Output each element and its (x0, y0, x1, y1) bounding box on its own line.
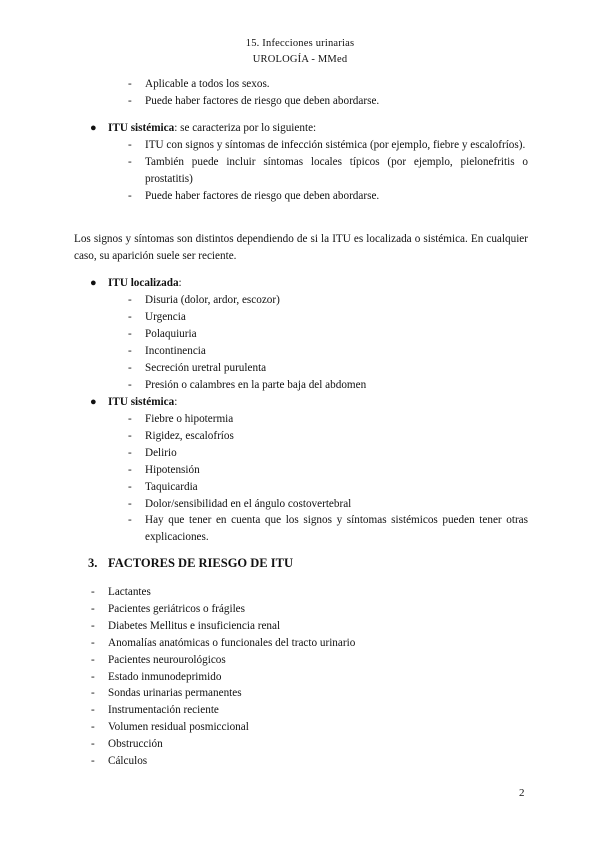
list-item: - Diabetes Mellitus e insuficiencia renal (108, 618, 528, 635)
bullet-dot-icon: ● (90, 122, 97, 134)
bullet-label: ITU sistémica (108, 396, 175, 408)
section-heading (88, 556, 293, 571)
bullet-label-rest: : se caracteriza por lo siguiente: (174, 122, 317, 134)
bullet-label-rest: : (174, 396, 178, 408)
itu-sistemica-definition-list (145, 137, 528, 205)
list-item: - Pacientes neurourológicos (108, 652, 528, 669)
list-item: - Taquicardia (145, 479, 528, 496)
list-item: - Cálculos (108, 753, 528, 770)
bullet-label: ITU localizada (108, 277, 179, 289)
list-item: - Secreción uretral purulenta (145, 360, 528, 377)
list-item: - Estado inmunodeprimido (108, 669, 528, 686)
list-item: - Incontinencia (145, 343, 528, 360)
bullet-dot-icon: ● (90, 277, 97, 289)
itu-localizada-list (145, 292, 528, 393)
list-item: - Obstrucción (108, 736, 528, 753)
list-item: - Dolor/sensibilidad en el ángulo costovertebral (145, 496, 528, 513)
list-item: - Presión o calambres en la parte baja del abdomen (145, 377, 528, 394)
list-item: - Aplicable a todos los sexos. (145, 76, 528, 93)
list-item: - Puede haber factores de riesgo que deben abordarse. (145, 188, 528, 205)
list-item: - Disuria (dolor, ardor, escozor) (145, 292, 528, 309)
section-title: FACTORES DE RIESGO DE ITU (108, 556, 293, 570)
bullet-label: ITU sistémica (108, 122, 175, 134)
list-item: - Hipotensión (145, 462, 528, 479)
itu-sistemica-signs-list (145, 411, 528, 546)
intro-paragraph: Los signos y síntomas son distintos dependiendo de si la ITU es localizada o sistémica. En cualquier caso, su aparición suele ser reciente. (74, 233, 528, 262)
section-number: 3. (88, 556, 98, 570)
list-item: - Sondas urinarias permanentes (108, 685, 528, 702)
list-item: - Lactantes (108, 584, 528, 601)
list-item: - Anomalías anatómicas o funcionales del tracto urinario (108, 635, 528, 652)
list-item: - Puede haber factores de riesgo que deben abordarse. (145, 93, 528, 110)
list-item: - Delirio (145, 445, 528, 462)
document-header-subtitle: UROLOGÍA - MMed (252, 54, 348, 65)
document-header-title: 15. Infecciones urinarias (245, 38, 355, 49)
list-item: - Pacientes geriátricos o frágiles (108, 601, 528, 618)
list-item: - Fiebre o hipotermia (145, 411, 528, 428)
list-item: - También puede incluir síntomas locales típicos (por ejemplo, pielonefritis o prostatitis) (145, 154, 528, 188)
page-number: 2 (519, 787, 525, 799)
list-item: - Instrumentación reciente (108, 702, 528, 719)
list-item: - Polaquiuria (145, 326, 528, 343)
top-dash-list (145, 76, 528, 110)
risk-factors-list (108, 584, 528, 770)
bullet-dot-icon: ● (90, 396, 97, 408)
list-item: - Urgencia (145, 309, 528, 326)
bullet-label-rest: : (178, 277, 182, 289)
list-item: - ITU con signos y síntomas de infección sistémica (por ejemplo, fiebre y escalofríos). (145, 137, 528, 154)
list-item: - Hay que tener en cuenta que los signos y síntomas sistémicos pueden tener otras explicaciones. (145, 512, 528, 546)
list-item: - Rigidez, escalofríos (145, 428, 528, 445)
list-item: - Volumen residual posmiccional (108, 719, 528, 736)
